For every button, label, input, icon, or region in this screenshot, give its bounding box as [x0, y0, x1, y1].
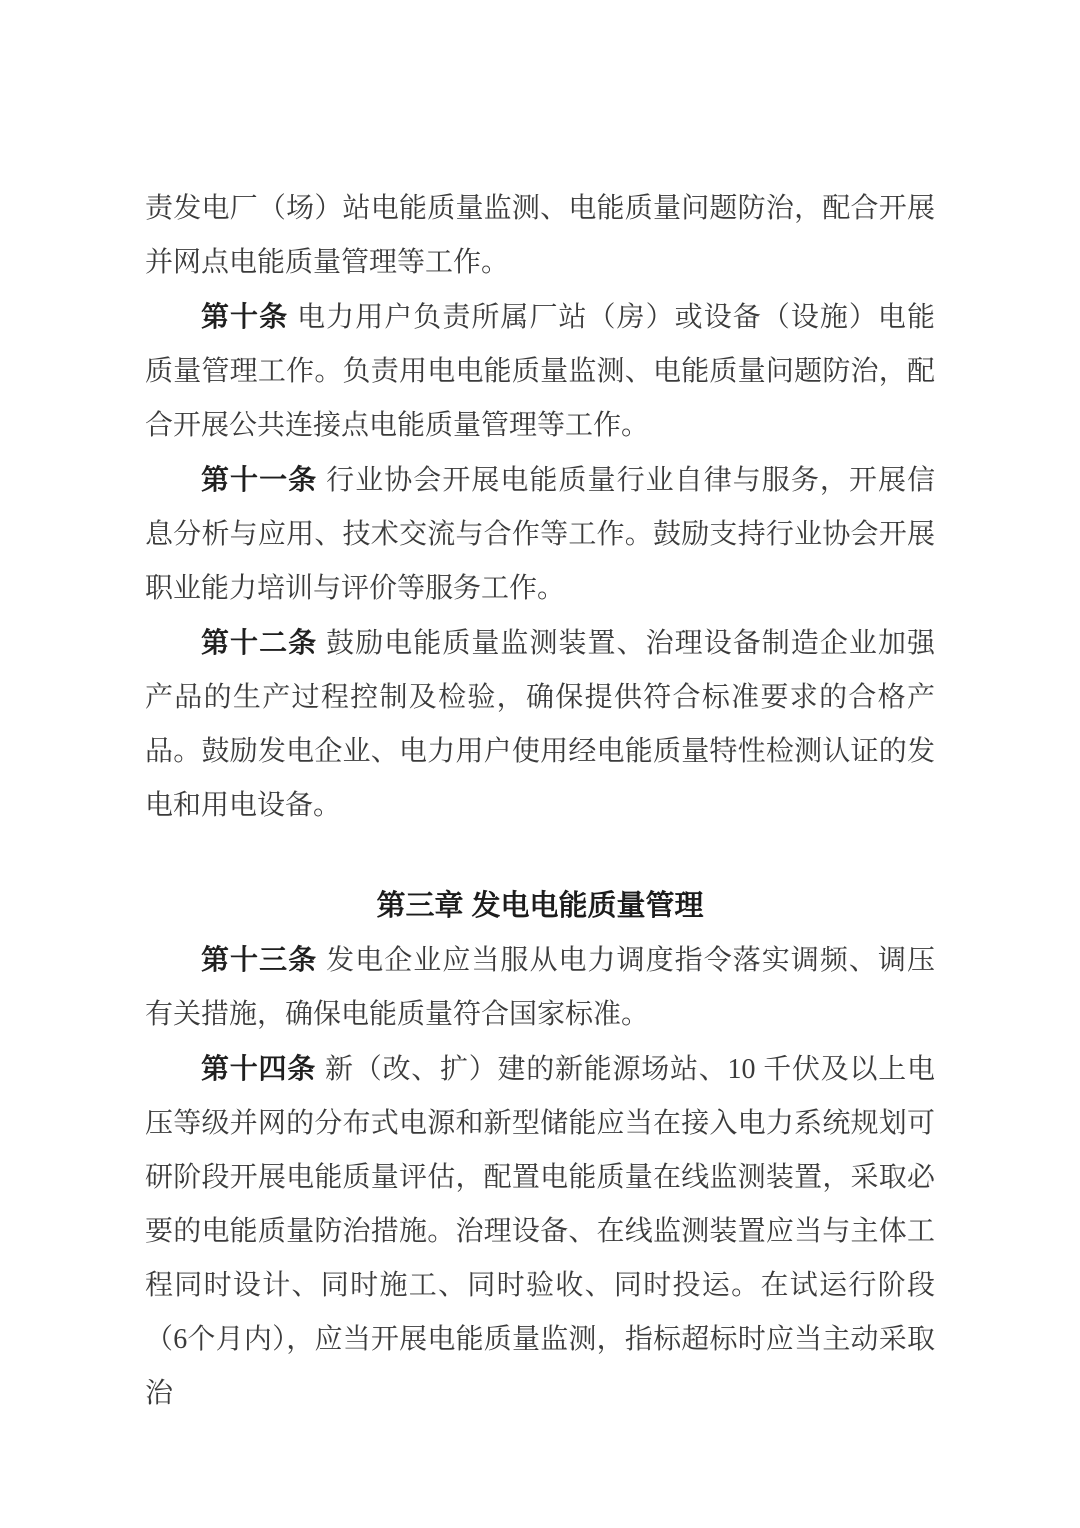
article-10-text: 电力用户负责所属厂站（房）或设备（设施）电能质量管理工作。负责用电电能质量监测、电能质量问题防治，配合开展公共连接点电能质量管理等工作。: [145, 302, 935, 441]
paragraph-article-12: [145, 616, 935, 833]
article-11-label: 第十一条: [201, 464, 318, 495]
paragraph-article-14: [145, 1042, 935, 1421]
paragraph-article-11: [145, 453, 935, 616]
paragraph-article-10: [145, 290, 935, 453]
paragraph-continuation-text: 责发电厂（场）站电能质量监测、电能质量问题防治，配合开展并网点电能质量管理等工作。: [145, 193, 935, 278]
article-12-label: 第十二条: [201, 627, 318, 658]
article-13-label: 第十三条: [201, 944, 318, 975]
chapter-heading: 第三章 发电电能质量管理: [376, 890, 704, 922]
article-13-text: 发电企业应当服从电力调度指令落实调频、调压有关措施，确保电能质量符合国家标准。: [145, 945, 935, 1030]
paragraph-continuation: [145, 182, 935, 290]
paragraph-article-13: [145, 933, 935, 1042]
article-14-label: 第十四条: [201, 1053, 316, 1084]
article-12-text: 鼓励电能质量监测装置、治理设备制造企业加强产品的生产过程控制及检验，确保提供符合标准要求的合格产品。鼓励发电企业、电力用户使用经电能质量特性检测认证的发电和用电设备。: [145, 628, 935, 821]
article-10-label: 第十条: [201, 301, 289, 332]
article-11-text: 行业协会开展电能质量行业自律与服务，开展信息分析与应用、技术交流与合作等工作。鼓励支持行业协会开展职业能力培训与评价等服务工作。: [145, 465, 935, 604]
article-14-text: 新（改、扩）建的新能源场站、10 千伏及以上电压等级并网的分布式电源和新型储能应当在接入电力系统规划可研阶段开展电能质量评估，配置电能质量在线监测装置，采取必要的电能质量防治措施。治理设备、在线监测装置应当与主体工程同时设计、同时施工、同时验收、同时投运。在试运行阶段（6个月内），应当开展电能质量监测，指标超标时应当主动采取治: [145, 1054, 935, 1409]
